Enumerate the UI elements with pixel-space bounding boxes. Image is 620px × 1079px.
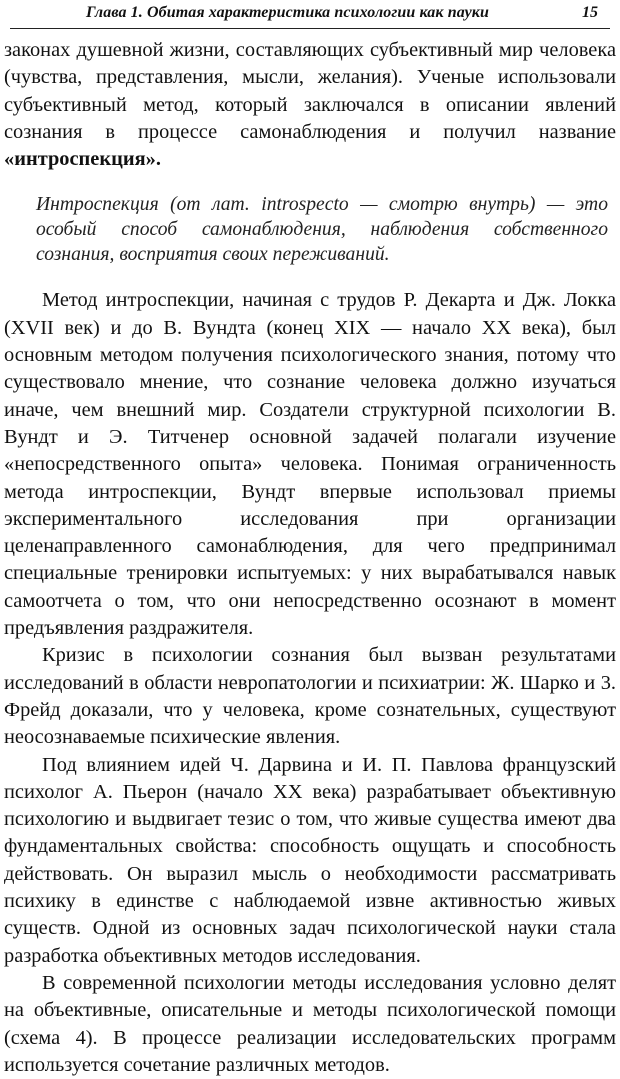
paragraph-pieron: Под влиянием идей Ч. Дарвина и И. П. Павлова французский психолог А. Пьерон (начало XX века) разрабатывает объективную психологию и выдвигает тезис о том, что живые существа имеют два фундаментальных свойства: способность ощущать и способность действовать. Он выразил мысль о необходимости рассматривать психику в единстве с наблюдаемой извне активностью живых существ. Одной из основных задач психологической науки стала разработка объективных методов исследования. <box>4 753 616 967</box>
paragraph-intro <box>4 37 616 173</box>
running-header <box>10 2 610 29</box>
page-number: 15 <box>582 4 598 21</box>
paragraph-intro-text: законах душевной жизни, составляющих субъективный мир человека (чувства, представления, мысли, желания). Ученые использовали субъективный метод, который заключался в описании явлений сознания в процессе самонаблюдения и получил название <box>4 39 616 143</box>
term-introspection: «интроспекция». <box>4 148 161 171</box>
paragraph-crisis: Кризис в психологии сознания был вызван результатами исследований в области невропатологии и психиатрии: Ж. Шарко и 3. Фрейд доказали, что у человека, кроме сознательных, существуют неосознаваемые психические явления. <box>4 644 616 749</box>
chapter-title: Глава 1. Обитая характеристика психологии как пауки <box>86 4 489 21</box>
paragraph-introspection-method: Метод интроспекции, начиная с трудов Р. Декарта и Дж. Локка (XVII век) и до В. Вундта (конец XIX — начало XX века), был основным методом получения психологического знания, потому что существовало мнение, что сознание человека должно изучаться иначе, чем внешний мир. Создатели структурной психологии В. Вундт и Э. Титченер основной задачей полагали изучение «непосредственного опыта» человека. Понимая ограниченность метода интроспекции, Вундт впервые использовал приемы экспериментального исследования при организации целенаправленного самонаблюдения, для чего предпринимал специальные тренировки испытуемых: у них вырабатывался навык самоотчета о том, что они непосредственно осознают в момент предъявления раздражителя. <box>4 289 616 640</box>
definition-block: Интроспекция (от лат. introspecto — смотрю внутрь) — это особый способ самонаблюдения, наблюдения собственного сознания, восприятия своих переживаний. <box>36 194 608 266</box>
paragraph-modern-methods: В современной психологии методы исследования условно делят на объективные, описательные и методы психологической помощи (схема 4). В процессе реализации исследовательских программ используется сочетание различных методов. <box>4 971 616 1076</box>
